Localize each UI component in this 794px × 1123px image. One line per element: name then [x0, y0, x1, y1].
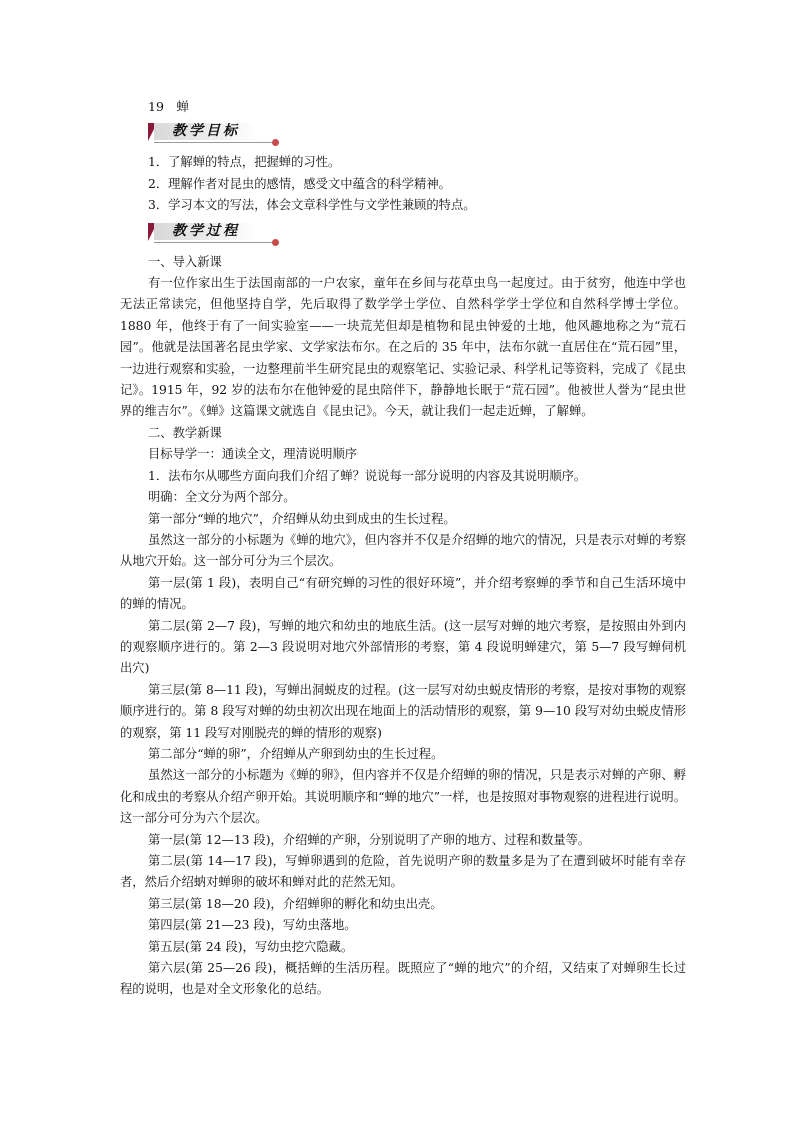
goal-item: 3．学习本文的写法，体会文章科学性与文学性兼顾的特点。 — [148, 198, 476, 213]
part2-heading: 二、教学新课 — [148, 425, 222, 440]
section-title-goals: 教学目标 — [172, 123, 240, 140]
answer-lead: 明确：全文分为两个部分。 — [148, 490, 296, 505]
document-body — [120, 96, 686, 1001]
body-paragraph: 第三层(第 18—20 段)，介绍蝉卵的孵化和幼虫出壳。 — [148, 896, 443, 911]
banner-underline — [154, 242, 276, 243]
section-banner-process — [148, 222, 288, 246]
banner-underline — [154, 142, 276, 143]
body-paragraph: 第一层(第 1 段)，表明自己“有研究蝉的习性的很好环境”，并介绍考察蝉的季节和自己生活环境中的蝉的情况。 — [120, 575, 686, 612]
banner-dot-icon — [272, 139, 279, 146]
body-paragraph: 第一层(第 12—13 段)，介绍蝉的产卵，分别说明了产卵的地方、过程和数量等。 — [148, 832, 591, 847]
intro-paragraph: 有一位作家出生于法国南部的一户农家，童年在乡间与花草虫鸟一起度过。由于贫穷，他连中学也无法正常读完，但他坚持自学，先后取得了数学学士学位、自然科学学士学位和自然科学博士学位。1880 年，他终于有了一间实验室——一块荒芜但却是植物和昆虫钟爱的土地，他风趣地称之为“荒石园”。他就是法国著名昆虫学家、文学家法布尔。在之后的 35 年中，法布尔就一直居住在“荒石园”里，一边进行观察和实验，一边整理前半生研究昆虫的观察笔记、实验记录、科学札记等资料，完成了《昆虫记》。1915 年，92 岁的法布尔在他钟爱的昆虫陪伴下，静静地长眠于“荒石园”。他被世人誉为“昆虫世界的维吉尔”。《蝉》这篇课文就选自《昆虫记》。今天，就让我们一起走近蝉，了解蝉。 — [120, 276, 686, 419]
part1-heading: 一、导入新课 — [148, 254, 222, 269]
lesson-title: 19 蝉 — [148, 99, 189, 114]
body-paragraph: 第一部分“蝉的地穴”，介绍蝉从幼虫到成虫的生长过程。 — [148, 511, 456, 526]
goal-item: 2．理解作者对昆虫的感情，感受文中蕴含的科学精神。 — [148, 176, 451, 191]
goal-item: 1．了解蝉的特点，把握蝉的习性。 — [148, 155, 341, 170]
body-paragraph: 第六层(第 25—26 段)，概括蝉的生活历程。既照应了“蝉的地穴”的介绍，又结束了对蝉卵生长过程的说明，也是对全文形象化的总结。 — [120, 961, 686, 997]
guide-heading: 目标导学一：通读全文，理清说明顺序 — [148, 447, 358, 462]
body-paragraph: 第三层(第 8—11 段)，写蝉出洞蜕皮的过程。(这一层写对幼虫蜕皮情形的考察，是按对事物的观察顺序进行的。第 8 段写对蝉的幼虫初次出现在地面上的活动情形的观察，第 9—10 段写对幼虫蜕皮情形的观察，第 11 段写对刚脱壳的蝉的情形的观察) — [120, 682, 686, 740]
body-paragraph: 第二层(第 14—17 段)，写蝉卵遇到的危险，首先说明产卵的数量多是为了在遭到破坏时能有幸存者，然后介绍蚋对蝉卵的破坏和蝉对此的茫然无知。 — [120, 854, 686, 890]
body-paragraph: 第四层(第 21—23 段)，写幼虫落地。 — [148, 918, 357, 933]
body-paragraph: 第二部分“蝉的卵”，介绍蝉从产卵到幼虫的生长过程。 — [148, 746, 444, 761]
body-paragraph: 虽然这一部分的小标题为《蝉的卵》，但内容并不仅是介绍蝉的卵的情况，只是表示对蝉的产卵、孵化和成虫的考察从介绍产卵开始。其说明顺序和“蝉的地穴”一样，也是按照对事物观察的进程进行说明。这一部分可分为六个层次。 — [120, 768, 686, 826]
section-title-process: 教学过程 — [172, 222, 240, 239]
body-paragraph: 第五层(第 24 段)，写幼虫挖穴隐藏。 — [148, 939, 354, 954]
body-paragraph: 第二层(第 2—7 段)，写蝉的地穴和幼虫的地底生活。(这一层写对蝉的地穴考察，是按照由外到内的观察顺序进行的。第 2—3 段说明对地穴外部情形的考察，第 4 段说明蝉建穴，第 5—7 段写蝉伺机出穴) — [120, 618, 686, 676]
question-item: 1．法布尔从哪些方面向我们介绍了蝉？说说每一部分说明的内容及其说明顺序。 — [148, 468, 587, 483]
body-paragraph: 虽然这一部分的小标题为《蝉的地穴》，但内容并不仅是介绍蝉的地穴的情况，只是表示对蝉的考察从地穴开始。这一部分可分为三个层次。 — [120, 532, 686, 569]
banner-dot-icon — [272, 239, 279, 246]
section-banner-goals — [148, 122, 288, 146]
